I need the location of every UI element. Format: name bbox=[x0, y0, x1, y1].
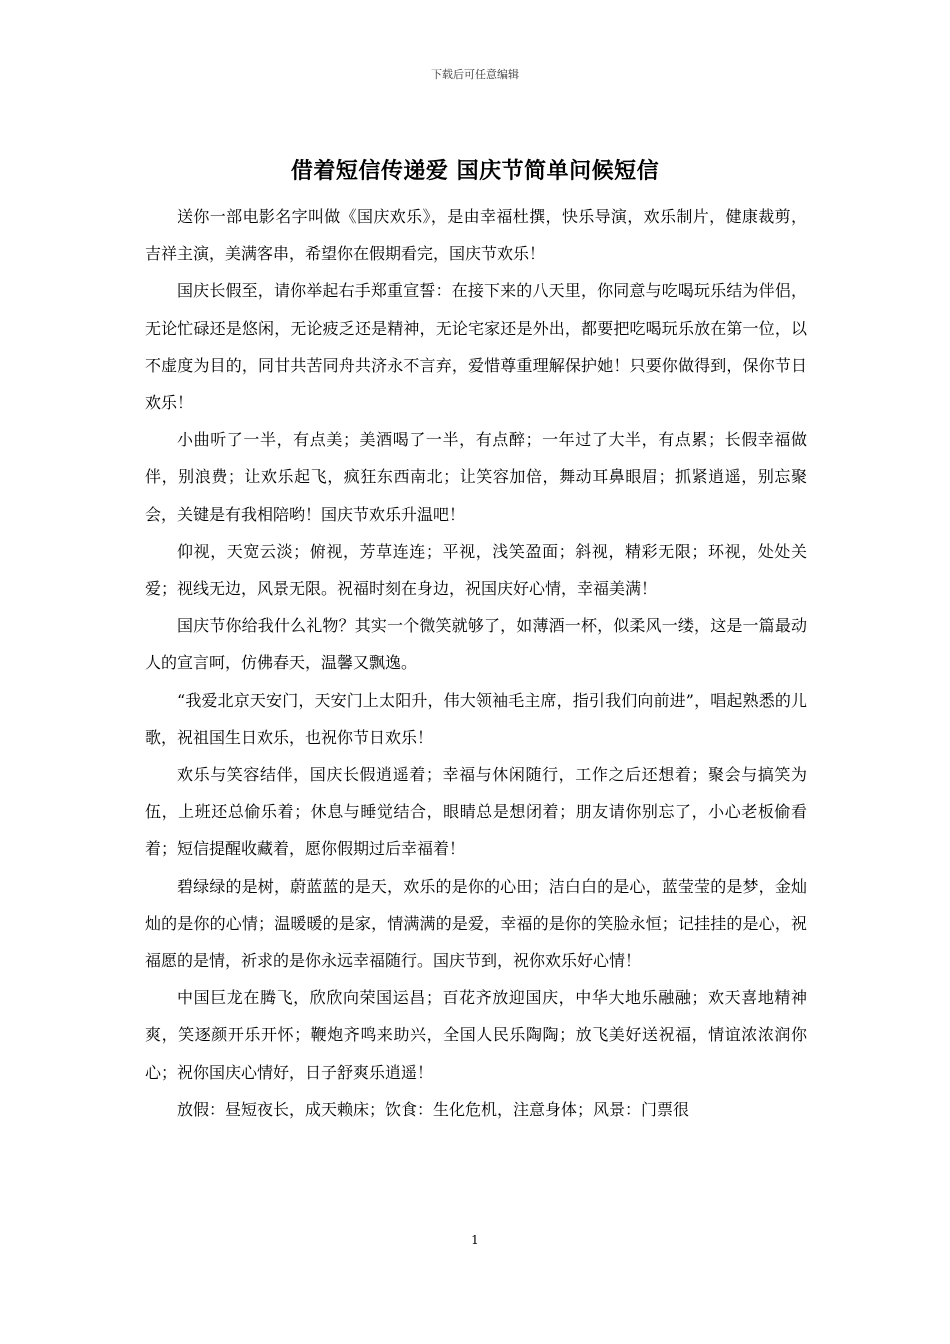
page-number: 1 bbox=[471, 1233, 479, 1247]
paragraph: 欢乐与笑容结伴，国庆长假逍遥着；幸福与休闲随行，工作之后还想着；聚会与搞笑为伍，上班还总偷乐着；休息与睡觉结合，眼睛总是想闭着；朋友请你别忘了，小心老板偷看着；短信提醒收藏着，愿你假期过后幸福着！ bbox=[145, 765, 807, 859]
paragraph: 放假：昼短夜长，成天赖床；饮食：生化危机，注意身体；风景：门票很 bbox=[177, 1099, 690, 1119]
paragraph: 国庆节你给我什么礼物？其实一个微笑就够了，如薄酒一杯，似柔风一缕，这是一篇最动人的宣言呵，仿佛春天，温馨又飘逸。 bbox=[145, 616, 807, 673]
paragraph: “我爱北京天安门，天安门上太阳升，伟大领袖毛主席，指引我们向前进”，唱起熟悉的儿歌，祝祖国生日欢乐，也祝你节日欢乐！ bbox=[145, 690, 807, 747]
document-body bbox=[145, 198, 807, 1128]
document-title: 借着短信传递爱 国庆节简单问候短信 bbox=[290, 158, 660, 184]
paragraph: 送你一部电影名字叫做《国庆欢乐》，是由幸福杜撰，快乐导演，欢乐制片，健康裁剪，吉祥主演，美满客串，希望你在假期看完，国庆节欢乐！ bbox=[145, 207, 807, 264]
paragraph: 中国巨龙在腾飞，欣欣向荣国运昌；百花齐放迎国庆，中华大地乐融融；欢天喜地精神爽，笑逐颜开乐开怀；鞭炮齐鸣来助兴，全国人民乐陶陶；放飞美好送祝福，情谊浓浓润你心；祝你国庆心情好，日子舒爽乐逍遥！ bbox=[145, 988, 807, 1082]
paragraph: 碧绿绿的是树，蔚蓝蓝的是天，欢乐的是你的心田；洁白白的是心，蓝莹莹的是梦，金灿灿的是你的心情；温暖暖的是家，情满满的是爱，幸福的是你的笑脸永恒；记挂挂的是心，祝福愿的是情，祈求的是你永远幸福随行。国庆节到，祝你欢乐好心情！ bbox=[145, 876, 807, 971]
paragraph: 仰视，天宽云淡；俯视，芳草连连；平视，浅笑盈面；斜视，精彩无限；环视，处处关爱；视线无边，风景无限。祝福时刻在身边，祝国庆好心情，幸福美满！ bbox=[145, 541, 807, 599]
paragraph: 小曲听了一半，有点美；美酒喝了一半，有点醉；一年过了大半，有点累；长假幸福做伴，别浪费；让欢乐起飞，疯狂东西南北；让笑容加倍，舞动耳鼻眼眉；抓紧逍遥，别忘聚会，关键是有我相陪哟！国庆节欢乐升温吧！ bbox=[145, 430, 807, 524]
paragraph: 国庆长假至，请你举起右手郑重宣誓：在接下来的八天里，你同意与吃喝玩乐结为伴侣，无论忙碌还是悠闲，无论疲乏还是精神，无论宅家还是外出，都要把吃喝玩乐放在第一位，以不虚度为目的，同甘共苦同舟共济永不言弃，爱惜尊重理解保护她！只要你做得到，保你节日欢乐！ bbox=[145, 281, 807, 413]
header-note: 下载后可任意编辑 bbox=[431, 68, 519, 81]
